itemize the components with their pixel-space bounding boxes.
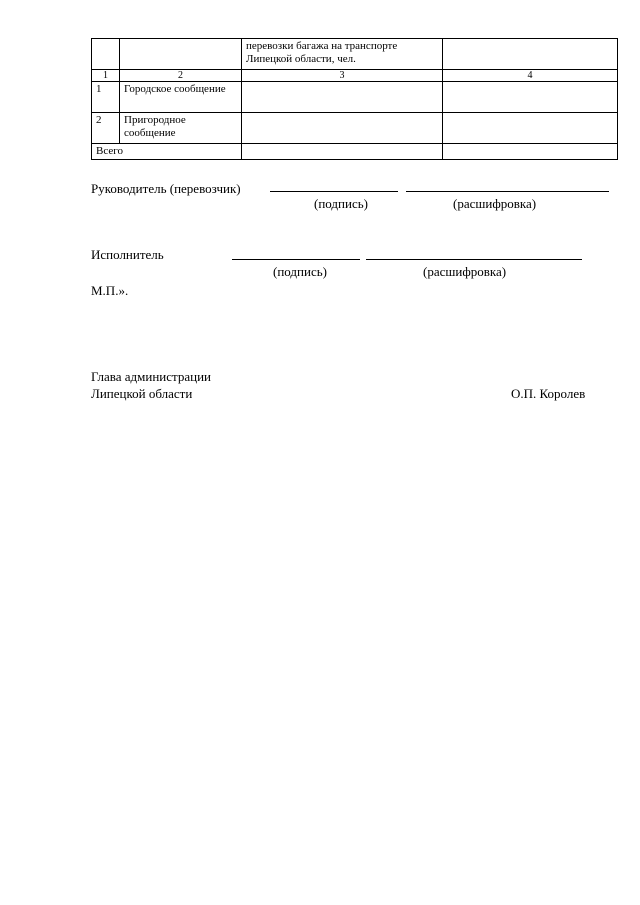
signatory-name: О.П. Королев bbox=[511, 386, 586, 401]
column-number: 4 bbox=[443, 70, 618, 82]
header-cell-passengers: перевозки багажа на транспорте Липецкой области, чел. bbox=[242, 39, 443, 70]
total-label: Всего bbox=[92, 144, 242, 160]
row-label: Пригородное сообщение bbox=[120, 113, 242, 144]
manager-decode-line bbox=[406, 191, 609, 192]
column-number: 3 bbox=[242, 70, 443, 82]
manager-signature-caption: (подпись) bbox=[314, 196, 368, 211]
header-cell-type bbox=[120, 39, 242, 70]
row-value-cell bbox=[443, 82, 618, 113]
executor-signature-line bbox=[232, 259, 360, 260]
column-number: 1 bbox=[92, 70, 120, 82]
executor-signature-caption: (подпись) bbox=[273, 264, 327, 279]
signatory-position-line2: Липецкой области bbox=[91, 386, 193, 401]
row-number: 2 bbox=[92, 113, 120, 144]
row-number: 1 bbox=[92, 82, 120, 113]
table-row bbox=[92, 113, 618, 144]
manager-decode-caption: (расшифровка) bbox=[453, 196, 537, 211]
executor-decode-line bbox=[366, 259, 582, 260]
table-row bbox=[92, 82, 618, 113]
header-cell-num bbox=[92, 39, 120, 70]
executor-decode-caption: (расшифровка) bbox=[423, 264, 507, 279]
report-table bbox=[91, 38, 618, 160]
row-label: Городское сообщение bbox=[120, 82, 242, 113]
row-value-cell bbox=[242, 113, 443, 144]
row-value-cell bbox=[242, 82, 443, 113]
row-value-cell bbox=[443, 113, 618, 144]
manager-signature-line bbox=[270, 191, 398, 192]
column-number: 2 bbox=[120, 70, 242, 82]
signatory-position-line1: Глава администрации bbox=[91, 369, 212, 384]
table-header-row bbox=[92, 39, 618, 70]
manager-label: Руководитель (перевозчик) bbox=[91, 181, 241, 196]
total-value-cell bbox=[443, 144, 618, 160]
total-row bbox=[92, 144, 618, 160]
stamp-mark: М.П.». bbox=[91, 283, 129, 298]
executor-label: Исполнитель bbox=[91, 247, 164, 262]
column-number-row bbox=[92, 70, 618, 82]
header-cell-extra bbox=[443, 39, 618, 70]
total-value-cell bbox=[242, 144, 443, 160]
